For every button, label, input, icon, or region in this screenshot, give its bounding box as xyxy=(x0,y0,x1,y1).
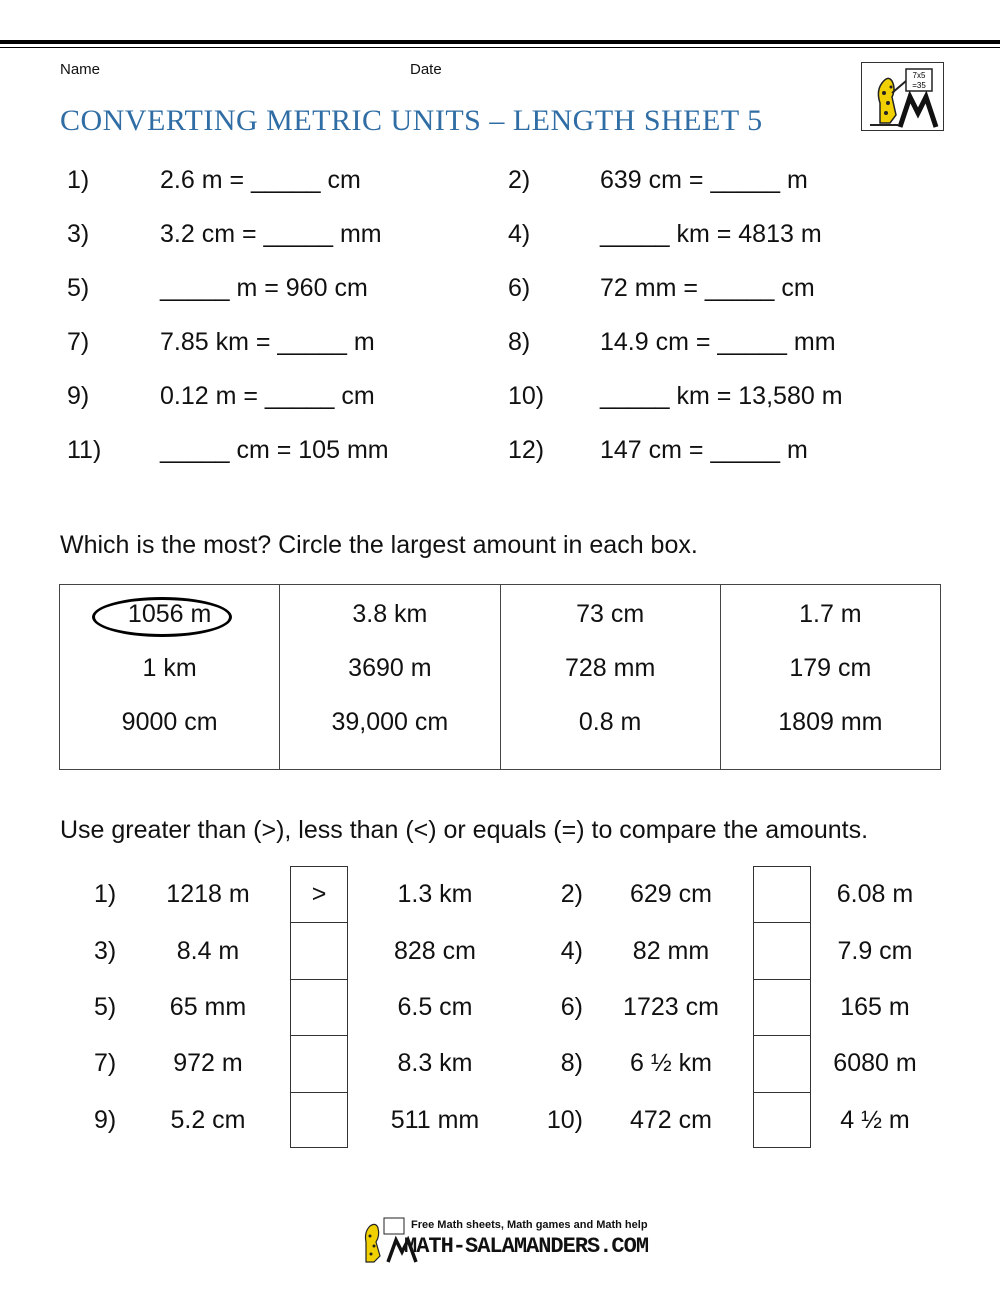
compare-answer-box[interactable] xyxy=(291,1036,347,1092)
question-text: 2.6 m = _____ cm xyxy=(160,166,361,194)
most-option[interactable]: 179 cm xyxy=(789,654,872,682)
question-number: 6) xyxy=(508,274,531,302)
top-rule-thin xyxy=(0,47,1000,48)
name-label: Name xyxy=(60,61,101,78)
compare-amount-a: 8.4 m xyxy=(176,937,240,965)
most-option[interactable]: 3690 m xyxy=(348,654,432,682)
compare-amount-b: 7.9 cm xyxy=(837,937,913,965)
most-option[interactable]: 728 mm xyxy=(564,654,656,682)
question-number: 8) xyxy=(508,328,531,356)
compare-amount-b: 6.08 m xyxy=(836,880,914,908)
most-box xyxy=(500,585,720,770)
most-option[interactable]: 3.8 km xyxy=(352,600,428,628)
compare-number: 10) xyxy=(546,1106,583,1134)
compare-instruction: Use greater than (>), less than (<) or equals (=) to compare the amounts. xyxy=(60,816,869,844)
most-option[interactable]: 73 cm xyxy=(576,600,645,628)
compare-amount-a: 1723 cm xyxy=(623,993,719,1021)
compare-amount-b: 511 mm xyxy=(390,1106,480,1134)
question-number: 4) xyxy=(508,220,531,248)
logo-text-1: 7x5 xyxy=(912,71,926,80)
compare-amount-b: 165 m xyxy=(840,993,910,1021)
most-box xyxy=(60,585,280,770)
compare-number: 6) xyxy=(560,993,583,1021)
compare-amount-a: 6 ½ km xyxy=(630,1049,712,1077)
compare-answer-box[interactable] xyxy=(754,867,810,923)
logo-text-2: =35 xyxy=(912,81,926,90)
compare-number: 7) xyxy=(94,1049,117,1077)
compare-answer-box[interactable] xyxy=(291,980,347,1036)
question-text: 0.12 m = _____ cm xyxy=(160,382,375,410)
compare-amount-a: 5.2 cm xyxy=(170,1106,246,1134)
salamander-logo xyxy=(861,62,944,131)
question-number: 1) xyxy=(67,166,90,194)
compare-answer-box[interactable] xyxy=(291,923,347,979)
compare-number: 4) xyxy=(560,937,583,965)
footer-site[interactable]: MATH-SALAMANDERS.COM xyxy=(404,1234,649,1259)
most-option[interactable]: 1056 m xyxy=(127,600,212,628)
compare-amount-a: 472 cm xyxy=(630,1106,712,1134)
compare-amount-a: 65 mm xyxy=(169,993,247,1021)
most-option[interactable]: 1 km xyxy=(142,654,197,682)
question-number: 5) xyxy=(67,274,90,302)
compare-amount-a: 82 mm xyxy=(632,937,710,965)
compare-number: 1) xyxy=(94,880,117,908)
date-label: Date xyxy=(410,61,442,78)
compare-number: 5) xyxy=(94,993,117,1021)
most-table xyxy=(59,584,941,770)
compare-amount-a: 629 cm xyxy=(630,880,712,908)
most-box xyxy=(280,585,500,770)
compare-answer-box[interactable] xyxy=(754,923,810,979)
compare-answer-boxes xyxy=(753,866,811,1148)
compare-amount-a: 972 m xyxy=(173,1049,243,1077)
compare-amount-b: 4 ½ m xyxy=(840,1106,910,1134)
question-text: 3.2 cm = _____ mm xyxy=(160,220,382,248)
compare-amount-b: 6080 m xyxy=(833,1049,917,1077)
compare-amount-b: 8.3 km xyxy=(397,1049,473,1077)
top-rule xyxy=(0,40,1000,44)
compare-number: 8) xyxy=(560,1049,583,1077)
compare-answer-box[interactable] xyxy=(754,980,810,1036)
question-text: _____ cm = 105 mm xyxy=(160,436,389,464)
compare-number: 3) xyxy=(94,937,117,965)
most-instruction: Which is the most? Circle the largest amount in each box. xyxy=(60,531,698,559)
question-text: _____ km = 13,580 m xyxy=(600,382,843,410)
question-number: 7) xyxy=(67,328,90,356)
footer-tagline: Free Math sheets, Math games and Math help xyxy=(411,1219,648,1231)
question-text: _____ km = 4813 m xyxy=(600,220,822,248)
most-option[interactable]: 0.8 m xyxy=(578,708,642,736)
question-text: 14.9 cm = _____ mm xyxy=(600,328,836,356)
question-text: 72 mm = _____ cm xyxy=(600,274,815,302)
question-text: 147 cm = _____ m xyxy=(600,436,808,464)
question-number: 10) xyxy=(508,382,545,410)
most-option[interactable]: 9000 cm xyxy=(121,708,218,736)
compare-answer-box[interactable]: > xyxy=(291,867,347,923)
compare-amount-a: 1218 m xyxy=(166,880,250,908)
most-option[interactable]: 1809 mm xyxy=(778,708,883,736)
most-option[interactable]: 1.7 m xyxy=(799,600,862,628)
question-text: 639 cm = _____ m xyxy=(600,166,808,194)
page-title: CONVERTING METRIC UNITS – LENGTH SHEET 5 xyxy=(60,104,763,137)
compare-answer-box[interactable] xyxy=(754,1036,810,1092)
most-option[interactable]: 39,000 cm xyxy=(331,708,449,736)
question-text: 7.85 km = _____ m xyxy=(160,328,375,356)
compare-amount-b: 6.5 cm xyxy=(397,993,473,1021)
compare-amount-b: 828 cm xyxy=(394,937,476,965)
compare-answer-box[interactable] xyxy=(291,1093,347,1149)
compare-number: 2) xyxy=(560,880,583,908)
question-number: 2) xyxy=(508,166,531,194)
compare-amount-b: 1.3 km xyxy=(397,880,473,908)
compare-answer-box[interactable] xyxy=(754,1093,810,1149)
question-number: 12) xyxy=(508,436,545,464)
question-text: _____ m = 960 cm xyxy=(160,274,368,302)
question-number: 9) xyxy=(67,382,90,410)
most-box xyxy=(720,585,940,770)
question-number: 11) xyxy=(67,436,102,464)
compare-number: 9) xyxy=(94,1106,117,1134)
compare-answer-boxes xyxy=(290,866,348,1148)
question-number: 3) xyxy=(67,220,90,248)
